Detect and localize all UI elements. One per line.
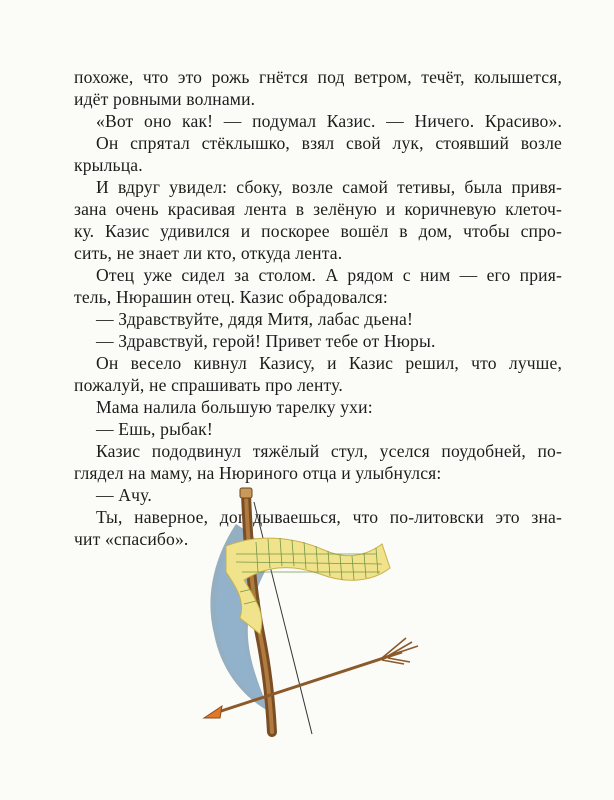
arrow-head bbox=[204, 706, 222, 718]
text-line: Казис пододвинул тяжёлый стул, уселся поудобней, по- bbox=[96, 441, 562, 461]
text-line: Он весело кивнул Казису, и Казис решил, что лучше, bbox=[96, 353, 562, 373]
text-line: чит «спасибо». bbox=[74, 529, 189, 549]
text-line: — Ачу. bbox=[96, 485, 152, 505]
text-line: Мама налила большую тарелку ухи: bbox=[96, 397, 373, 417]
text-line: похоже, что это рожь гнётся под ветром, течёт, колышется, bbox=[74, 67, 562, 87]
story-text bbox=[74, 66, 562, 550]
text-line: Он спрятал стёклышко, взял свой лук, стоявший возле bbox=[96, 133, 562, 153]
text-line: И вдруг увидел: сбоку, возле самой тетивы, была привя- bbox=[96, 177, 562, 197]
bow-illustration bbox=[196, 484, 428, 740]
text-line: — Здравствуй, герой! Привет тебе от Нюры. bbox=[96, 331, 436, 351]
text-line: «Вот оно как! — подумал Казис. — Ничего. Красиво». bbox=[96, 111, 562, 131]
text-line: зана очень красивая лента в зелёную и коричневую клеточ- bbox=[74, 199, 562, 219]
text-line: — Ешь, рыбак! bbox=[96, 419, 213, 439]
text-line: пожалуй, не спрашивать про ленту. bbox=[74, 375, 343, 395]
arrow-fletching bbox=[382, 638, 418, 664]
text-line: Отец уже сидел за столом. А рядом с ним — его прия- bbox=[96, 265, 562, 285]
text-line: идёт ровными волнами. bbox=[74, 89, 256, 109]
text-line: Ты, наверное, догадываешься, что по-литовски это зна- bbox=[96, 507, 562, 527]
text-line: ку. Казис удивился и поскорее вошёл в дом, чтобы спро- bbox=[74, 221, 562, 241]
text-line: сить, не знает ли кто, откуда лента. bbox=[74, 243, 343, 263]
text-line: глядел на маму, на Нюриного отца и улыбнулся: bbox=[74, 463, 442, 483]
bow-tip bbox=[240, 488, 252, 498]
bow-drawing bbox=[196, 484, 428, 740]
text-line: тель, Нюрашин отец. Казис обрадовался: bbox=[74, 287, 388, 307]
text-line: — Здравствуйте, дядя Митя, лабас дьена! bbox=[96, 309, 414, 329]
text-line: крыльца. bbox=[74, 155, 143, 175]
